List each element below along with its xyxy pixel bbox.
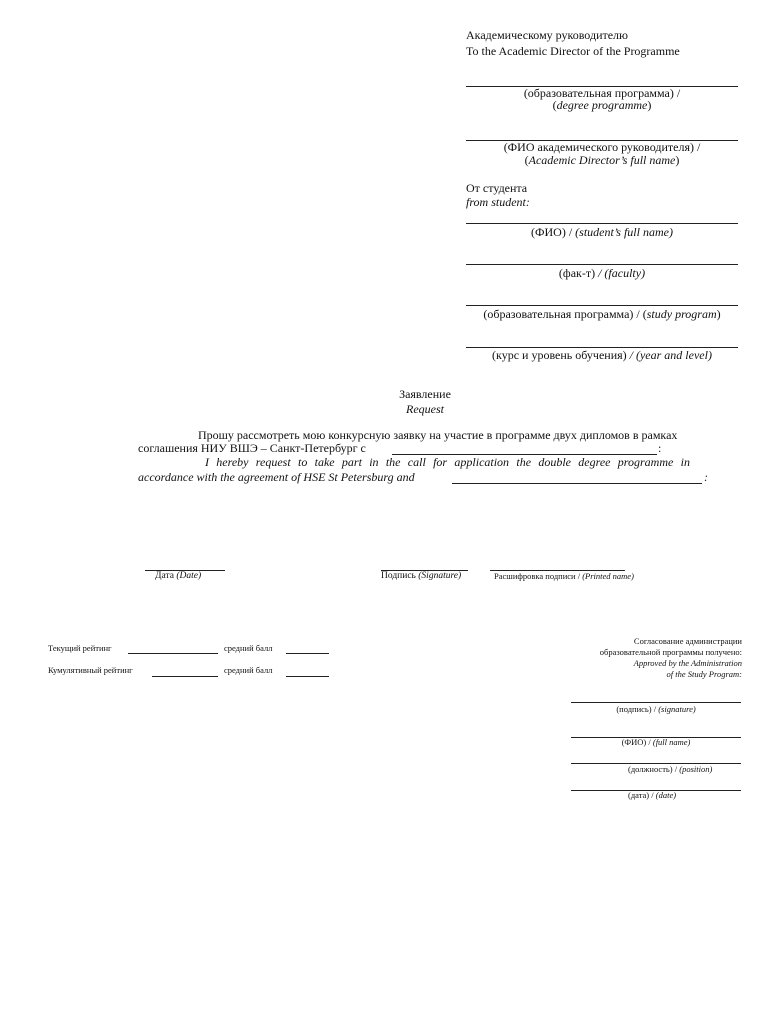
year-level-caption	[466, 348, 738, 363]
approval-position-caption	[628, 764, 712, 775]
cumulative-rating-label: Кумулятивный рейтинг	[48, 665, 133, 675]
colon-en: :	[704, 470, 708, 484]
partner-university-en-line[interactable]	[452, 483, 702, 484]
approval-signature-caption-ru: (подпись) /	[616, 704, 657, 714]
date-caption-en: (Date)	[176, 571, 202, 581]
director-caption-en-text: Academic Director’s full name	[528, 153, 676, 167]
study-program-line[interactable]	[466, 305, 738, 306]
programme-caption-ru-text: (образовательная программа) /	[523, 86, 681, 100]
programme-caption-en-text: degree programme	[556, 98, 648, 112]
printed-name-caption	[494, 571, 634, 582]
study-program-caption-ru: (образовательная программа) /	[483, 307, 640, 321]
addressee-en: To the Academic Director of the Programme	[466, 44, 680, 58]
approval-name-caption-ru: (ФИО) /	[621, 737, 651, 747]
current-avg-label: средний балл	[224, 643, 273, 653]
student-name-caption	[466, 225, 738, 240]
date-caption	[155, 570, 201, 582]
year-level-caption-ru: (курс и уровень обучения)	[492, 348, 627, 362]
student-name-caption-en: student’s full name	[579, 225, 669, 239]
cumulative-avg-field[interactable]	[286, 676, 329, 677]
approval-en-2: of the Study Program:	[666, 669, 742, 679]
student-name-line[interactable]	[466, 223, 738, 224]
from-student-en: from student:	[466, 195, 530, 209]
approval-date-caption-ru: (дата) /	[628, 790, 654, 800]
programme-caption-en: (degree programme)	[552, 98, 652, 112]
approval-date-caption-en: (date)	[655, 790, 677, 800]
cumulative-avg-label: средний балл	[224, 665, 273, 675]
printed-name-caption-en: (Printed name)	[582, 571, 634, 581]
from-student-ru: От студента	[466, 181, 528, 195]
request-body-ru-line2-text: соглашения НИУ ВШЭ – Санкт-Петербург с	[138, 441, 366, 455]
current-rating-label: Текущий рейтинг	[48, 643, 112, 653]
faculty-caption-ru: (фак-т)	[558, 266, 596, 280]
study-program-caption: (образовательная программа) / (study program)	[483, 307, 721, 321]
request-body-ru-line2	[138, 441, 366, 456]
request-body-en-line2-text: accordance with the agreement of HSE St Petersburg and	[138, 470, 415, 484]
date-caption-ru: Дата	[155, 571, 174, 581]
approval-name-caption	[571, 737, 741, 748]
approval-ru-1: Согласование администрации	[633, 636, 742, 646]
approval-position-caption-en: (position)	[679, 764, 713, 774]
approval-ru-2: образовательной программы получено:	[599, 647, 742, 657]
approval-signature-line[interactable]	[571, 702, 741, 703]
signature-caption-ru: Подпись	[381, 571, 416, 581]
approval-en-1: Approved by the Administration	[633, 658, 742, 668]
faculty-caption	[466, 266, 738, 281]
request-body-ru-line1: Прошу рассмотреть мою конкурсную заявку на участие в программе двух дипломов в рамках	[198, 428, 678, 442]
approval-signature-caption	[571, 704, 741, 715]
request-body-en-line1: I hereby request to take part in the call for application the double degree programme in	[205, 455, 690, 469]
year-level-caption-en: / (year and level)	[629, 348, 712, 362]
study-program-caption-en: study program	[646, 307, 717, 321]
director-caption-en: (Academic Director’s full name)	[524, 153, 680, 167]
approval-position-caption-ru: (должность) /	[628, 764, 678, 774]
approval-signature-caption-en: (signature)	[658, 704, 696, 714]
request-title-en: Request	[406, 402, 444, 416]
student-name-caption-en-wrap: (student’s full name)	[575, 225, 673, 239]
request-body-en-line2	[138, 470, 415, 485]
colon-ru: :	[658, 441, 662, 455]
signature-caption	[381, 570, 461, 582]
addressee-ru: Академическому руководителю	[466, 28, 629, 42]
director-caption-ru-text: (ФИО академического руководителя) /	[503, 140, 701, 154]
signature-caption-en: (Signature)	[418, 571, 462, 581]
approval-date-caption	[628, 790, 676, 801]
request-title-ru: Заявление	[399, 387, 451, 401]
approval-name-caption-en: (full name)	[652, 737, 691, 747]
student-name-caption-ru: (ФИО) /	[531, 225, 573, 239]
cumulative-rating-field[interactable]	[152, 676, 218, 677]
faculty-caption-en: / (faculty)	[598, 266, 646, 280]
current-avg-field[interactable]	[286, 653, 329, 654]
current-rating-field[interactable]	[128, 653, 218, 654]
printed-name-caption-ru: Расшифровка подписи /	[494, 571, 581, 581]
faculty-line[interactable]	[466, 264, 738, 265]
